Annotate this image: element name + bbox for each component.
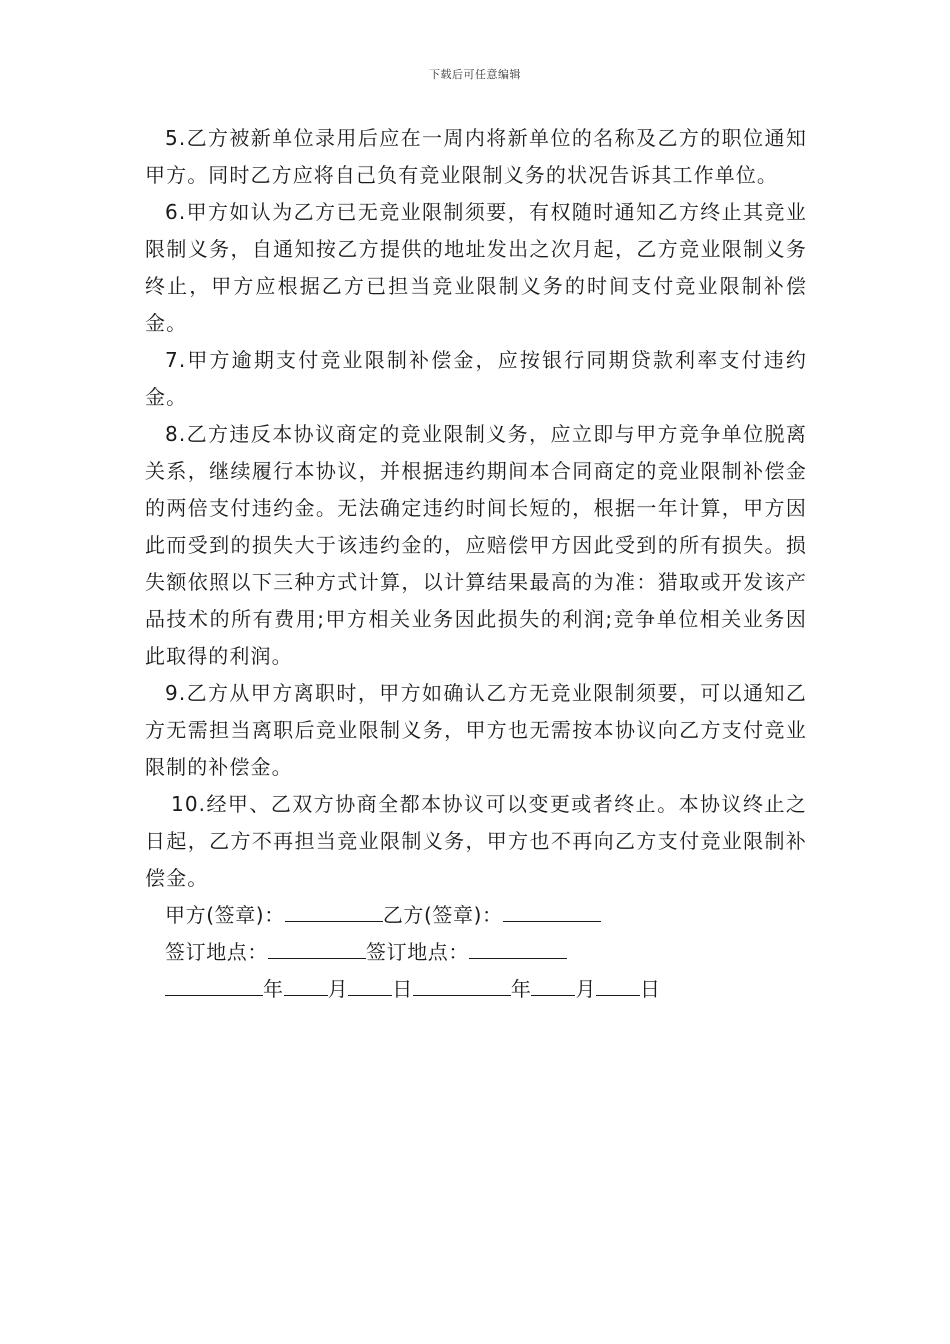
year-label: 年: [263, 977, 284, 1001]
clause-10: 10.经甲、乙双方协商全都本协议可以变更或者终止。本协议终止之日起，乙方不再担当竞业限制义务，甲方也不再向乙方支付竞业限制补偿金。: [145, 792, 807, 890]
document-body: [145, 120, 807, 1008]
party-b-year-blank[interactable]: [413, 973, 511, 996]
page-header: 下载后可任意编辑: [429, 68, 521, 81]
party-a-place-blank[interactable]: [268, 936, 366, 959]
clause-5: 5.乙方被新单位录用后应在一周内将新单位的名称及乙方的职位通知甲方。同时乙方应将自己负有竞业限制义务的状况告诉其工作单位。: [145, 126, 807, 187]
party-b-place-blank[interactable]: [469, 936, 567, 959]
party-a-signature-blank[interactable]: [285, 899, 383, 922]
month-label: 月: [575, 977, 597, 1001]
year-label: 年: [510, 977, 532, 1001]
clause-8: 8.乙方违反本协议商定的竞业限制义务，应立即与甲方竞争单位脱离关系，继续履行本协议，并根据违约期间本合同商定的竞业限制补偿金的两倍支付违约金。无法确定违约时间长短的，根据一年计算，甲方因此而受到的损失大于该违约金的，应赔偿甲方因此受到的所有损失。损失额依照以下三种方式计算，以计算结果最高的为准：猎取或开发该产品技术的所有费用;甲方相关业务因此损失的利润;竞争单位相关业务因此取得的利润。: [145, 422, 807, 668]
party-b-day-blank[interactable]: [596, 973, 640, 996]
party-b-signature-label: 乙方(签章)：: [382, 903, 503, 927]
clause-9: 9.乙方从甲方离职时，甲方如确认乙方无竞业限制须要，可以通知乙方无需担当离职后竞业限制义务，甲方也无需按本协议向乙方支付竞业限制的补偿金。: [145, 681, 807, 779]
party-a-place-label: 签订地点：: [165, 940, 268, 964]
clause-7: 7.甲方逾期支付竞业限制补偿金，应按银行同期贷款利率支付违约金。: [145, 348, 807, 409]
party-b-place-label: 签订地点：: [366, 940, 469, 964]
signing-place-line: [145, 934, 807, 971]
party-a-year-blank[interactable]: [165, 973, 263, 996]
date-line: [145, 971, 807, 1008]
day-label: 日: [392, 977, 413, 1001]
party-b-signature-blank[interactable]: [503, 899, 601, 922]
day-label: 日: [640, 977, 661, 1001]
month-label: 月: [327, 977, 349, 1001]
party-a-signature-label: 甲方(签章)：: [165, 903, 285, 927]
party-a-month-blank[interactable]: [284, 973, 328, 996]
clause-6: 6.甲方如认为乙方已无竞业限制须要，有权随时通知乙方终止其竞业限制义务，自通知按乙方提供的地址发出之次月起，乙方竞业限制义务终止，甲方应根据乙方已担当竞业限制义务的时间支付竞业限制补偿金。: [145, 200, 807, 335]
party-a-day-blank[interactable]: [348, 973, 392, 996]
party-b-month-blank[interactable]: [531, 973, 575, 996]
signature-line: [145, 897, 807, 934]
